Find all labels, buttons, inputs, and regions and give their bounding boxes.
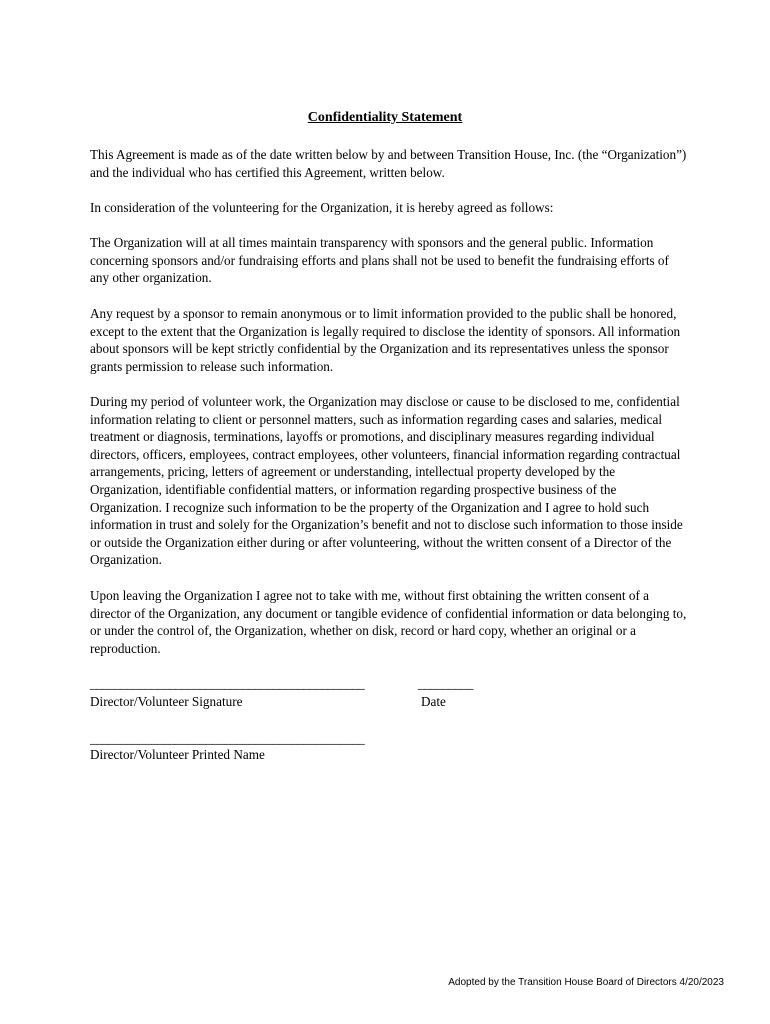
paragraph-confidential-information: During my period of volunteer work, the Organization may disclose or cause to be disclosed to me, confidential information relating to client or personnel matters, such as information regarding cases and salaries, medical treatment or diagnosis, terminations, layoffs or promotions, and disciplinary measures regarding individual directors, officers, employees, contract employees, other volunteers, financial information regarding contractual arrangements, pricing, letters of agreement or understanding, intellectual property developed by the Organization, identifiable confidential matters, or information regarding prospective business of the Organization. I recognize such information to be the property of the Organization and I agree to hold such information in trust and solely for the Organization’s benefit and not to disclose such information to those inside or outside the Organization either during or after volunteering, without the written consent of a Director of the Organization. [90, 394, 683, 568]
printed-name-line[interactable]: _____________________________________________ [90, 731, 365, 746]
signature-label: Director/Volunteer Signature [90, 694, 243, 709]
paragraph-consideration: In consideration of the volunteering for the Organization, it is hereby agreed as follows: [90, 200, 554, 215]
paragraph-sponsor-anonymity: Any request by a sponsor to remain anonymous or to limit information provided to the public shall be honored, except to the extent that the Organization is legally required to disclose the identity of sponsors. All information about sponsors will be kept strictly confidential by the Organization and its representatives unless the sponsor grants permission to release such information. [90, 306, 681, 374]
paragraph-transparency: The Organization will at all times maintain transparency with sponsors and the general public. Information concerning sponsors and/or fundraising efforts and plans shall not be used to benefit the fundraising efforts of any other organization. [90, 235, 669, 286]
paragraph-agreement-intro: This Agreement is made as of the date written below by and between Transition House, Inc. (the “Organization”) and the individual who has certified this Agreement, written below. [90, 147, 687, 180]
date-line[interactable]: _________ [418, 676, 473, 691]
signature-line[interactable]: _____________________________________________ [90, 676, 365, 691]
paragraph-leaving-organization: Upon leaving the Organization I agree not to take with me, without first obtaining the written consent of a director of the Organization, any document or tangible evidence of confidential information or data belonging to, or under the control of, the Organization, whether on disk, record or hard copy, whether an original or a reproduction. [90, 588, 687, 656]
printed-name-label: Director/Volunteer Printed Name [90, 747, 265, 762]
document-title: Confidentiality Statement [307, 110, 463, 125]
footer-adoption-note: Adopted by the Transition House Board of Directors 4/20/2023 [448, 977, 724, 988]
date-label: Date [421, 694, 446, 709]
